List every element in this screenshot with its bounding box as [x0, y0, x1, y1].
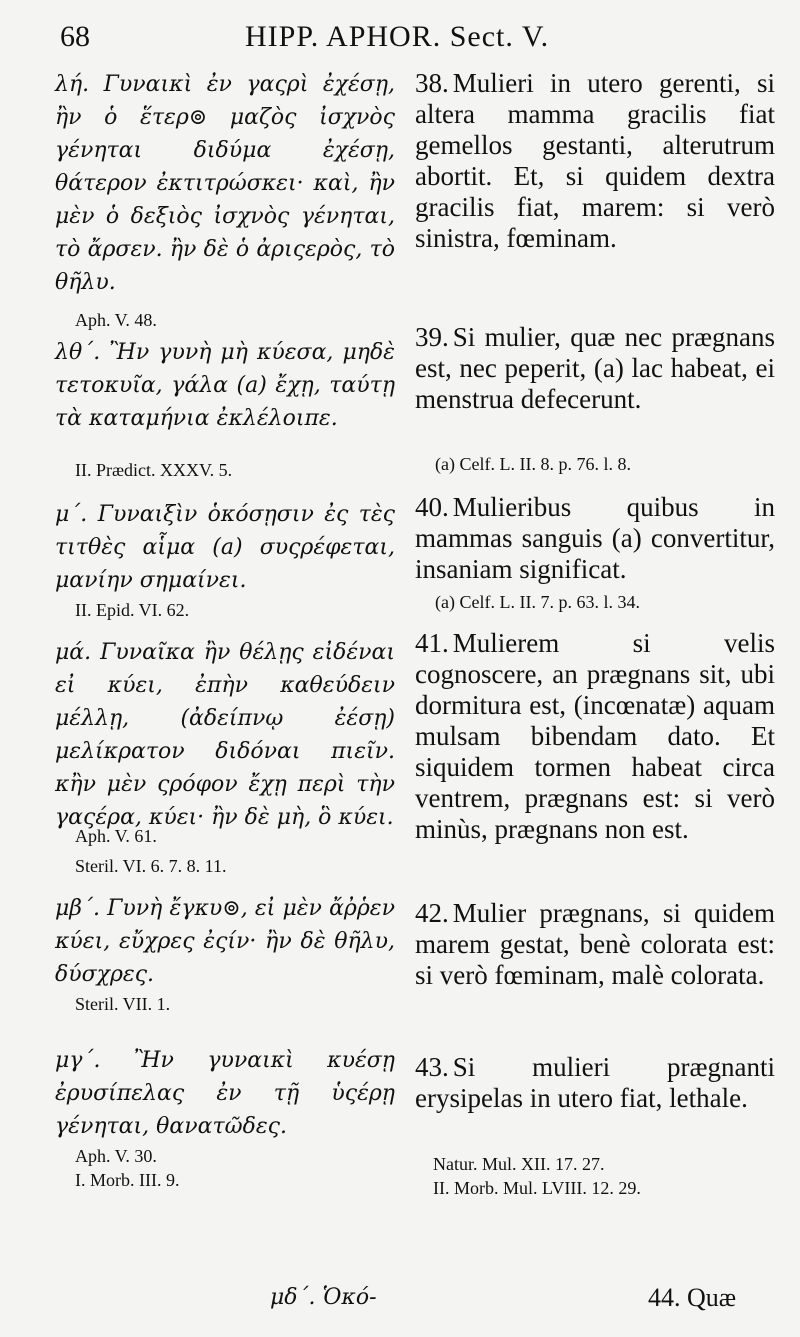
greek-aphorism — [55, 892, 395, 992]
catchword-greek: μδ΄. Ὁκό- — [270, 1285, 377, 1310]
latin-aphorism — [415, 492, 775, 584]
aphorism-text: Γυναικὶ ἐν γαςρὶ ἐχέσῃ, ἢν ὁ ἕτερ⊚ μαζὸς ἰσχνὸς γένηται διδύμα ἐχέσῃ, θάτερον ἐκτιτρώσκει· καὶ, ἢν μὲν ὁ δεξιὸς ἰσχνὸς γένηται, τὸ ἄρσεν. ἢν δὲ ὁ ἀριςερὸς, τὸ θῆλυ. — [55, 72, 395, 295]
aphorism-number: μά. — [55, 640, 92, 665]
aphorism-number: 43. — [415, 1052, 449, 1082]
cross-reference: Natur. Mul. XII. 17. 27. — [433, 1154, 605, 1174]
cross-reference: Aph. V. 48. — [75, 310, 157, 330]
greek-column — [55, 68, 395, 1192]
greek-aphorism — [55, 336, 395, 458]
catchword-latin: 44. Quæ — [648, 1283, 737, 1312]
aphorism-number: λή. — [55, 72, 90, 97]
aphorism-text: Γυνὴ ἔγκυ⊚, εἰ μὲν ἄῤῥεν κύει, εὔχρες ἐςίν· ἢν δὲ θῆλυ, δύσχρες. — [55, 896, 395, 987]
footnote: (a) Celf. L. II. 7. p. 63. l. 34. — [435, 592, 640, 612]
aphorism-number: 39. — [415, 322, 449, 352]
page-number: 68 — [60, 20, 90, 53]
latin-aphorism — [415, 322, 775, 446]
page-header — [60, 18, 770, 58]
aphorism-text: Si mulier, quæ nec prægnans est, nec peperit, (a) lac habeat, ei menstrua defecerunt. — [415, 322, 775, 414]
aphorism-number: λθ΄. — [55, 340, 101, 365]
cross-reference: II. Morb. Mul. LVIII. 12. 29. — [433, 1178, 641, 1198]
footnote: (a) Celf. L. II. 8. p. 76. l. 8. — [435, 454, 631, 474]
aphorism-number: 41. — [415, 628, 449, 658]
aphorism-number: μ΄. — [55, 502, 88, 527]
latin-aphorism — [415, 1052, 775, 1152]
cross-reference: Aph. V. 30. — [75, 1146, 157, 1166]
aphorism-text: Mulier prægnans, si quidem marem gestat, benè colorata est: si verò fœminam, malè colorata. — [415, 898, 775, 990]
latin-aphorism — [415, 68, 775, 322]
greek-aphorism — [55, 68, 395, 308]
aphorism-text: Si mulieri prægnanti erysipelas in utero fiat, lethale. — [415, 1052, 775, 1113]
aphorism-text: Ἢν γυναικὶ κυέσῃ ἐρυσίπελας ἐν τῇ ὑςέρῃ γένηται, θανατῶδες. — [55, 1048, 395, 1139]
aphorism-text: Γυναιξὶν ὁκόσῃσιν ἐς τὲς τιτθὲς αἷμα (a) συςρέφεται, μανίην σημαίνει. — [55, 502, 395, 593]
latin-aphorism — [415, 628, 775, 898]
cross-reference: II. Prædict. XXXV. 5. — [75, 460, 233, 480]
aphorism-text: Γυναῖκα ἢν θέλῃς εἰδέναι εἰ κύει, ἐπὴν καθεύδειν μέλλῃ, (ἀδείπνῳ ἐέσῃ) μελίκρατον διδόναι πιεῖν. κἢν μὲν ςρόφον ἔχῃ περὶ τὴν γαςέρα, κύει· ἢν δὲ μὴ, ὃ κύει. — [55, 640, 395, 830]
greek-aphorism — [55, 498, 395, 598]
cross-reference: Steril. VII. 1. — [75, 994, 171, 1014]
cross-reference: Steril. VI. 6. 7. 8. 11. — [75, 856, 227, 876]
aphorism-number: μγ΄. — [55, 1048, 101, 1073]
aphorism-number: 38. — [415, 68, 449, 98]
cross-reference: Aph. V. 61. — [75, 826, 157, 846]
cross-reference: I. Morb. III. 9. — [75, 1170, 180, 1190]
cross-reference: II. Epid. VI. 62. — [75, 600, 190, 620]
latin-aphorism — [415, 898, 775, 1052]
greek-aphorism — [55, 636, 395, 830]
aphorism-number: μβ΄. — [55, 896, 101, 921]
running-title: HIPP. APHOR. Sect. V. — [245, 20, 550, 53]
aphorism-text: Mulierem si velis cognoscere, an prægnans sit, ubi dormitura est, (incœnatæ) aquam mulsam bibendam dato. Et siquidem tormen habeat circa ventrem, prægnans est: si verò minùs, prægnans non est. — [415, 628, 775, 844]
latin-column — [415, 68, 775, 1200]
aphorism-text: Ἢν γυνὴ μὴ κύεσα, μηδὲ τετοκυῖα, γάλα (a) ἔχῃ, ταύτῃ τὰ καταμήνια ἐκλέλοιπε. — [55, 340, 395, 431]
aphorism-number: 40. — [415, 492, 449, 522]
aphorism-text: Mulieri in utero gerenti, si altera mamma gracilis fiat gemellos gestanti, alterutrum abortit. Et, si quidem dextra gracilis fiat, marem: si verò sinistra, fœminam. — [415, 68, 775, 253]
aphorism-text: Mulieribus quibus in mammas sanguis (a) convertitur, insaniam significat. — [415, 492, 775, 584]
aphorism-number: 42. — [415, 898, 449, 928]
greek-aphorism — [55, 1044, 395, 1144]
